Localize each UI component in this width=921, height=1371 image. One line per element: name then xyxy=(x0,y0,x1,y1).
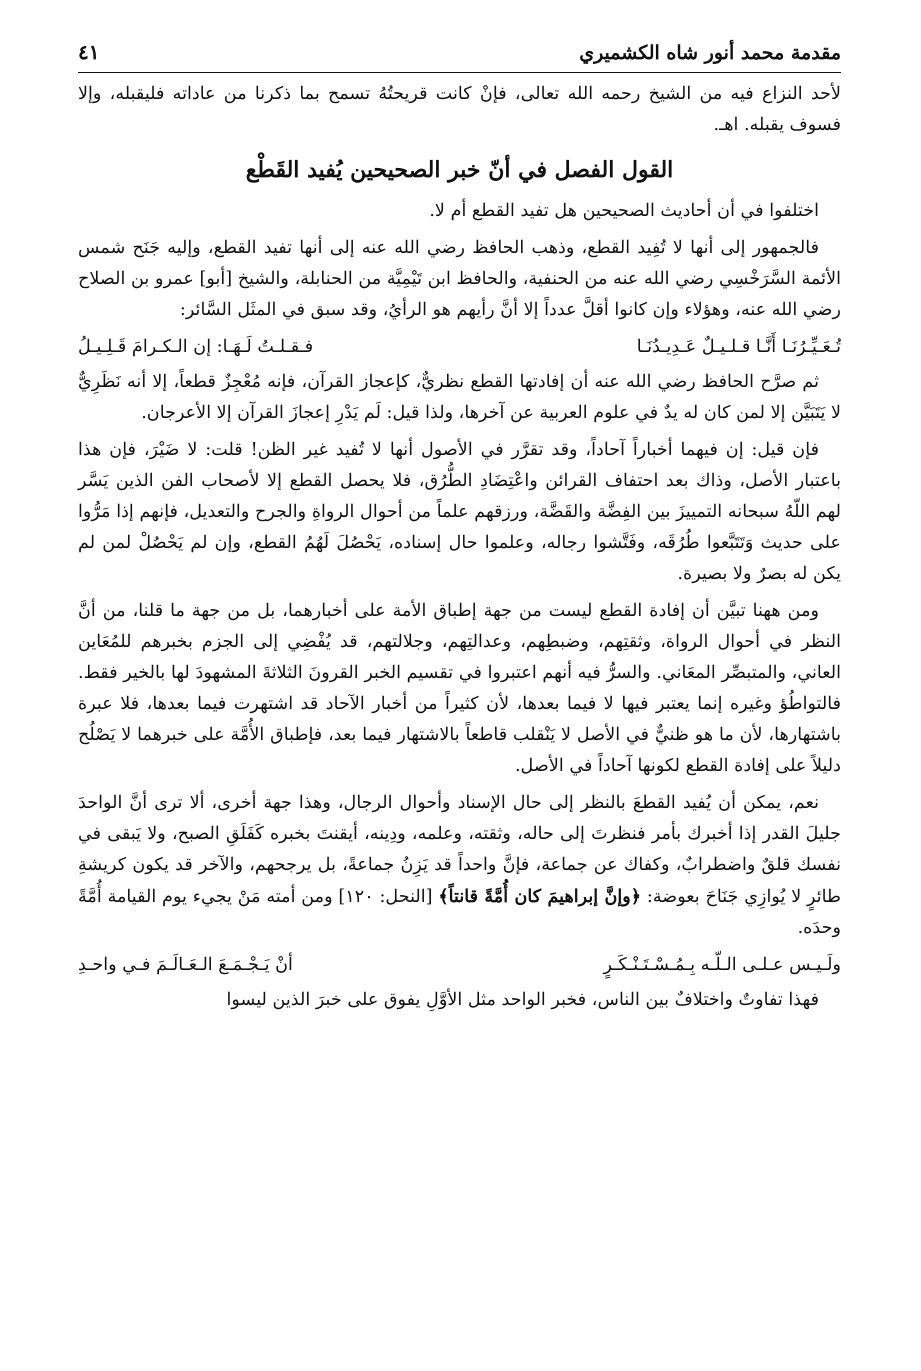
running-header xyxy=(78,40,841,73)
quran-reference: [النحل: ١٢٠] xyxy=(338,887,433,907)
page-number: ٤١ xyxy=(78,40,100,64)
verse-2-hemistich-b: أنْ يَـجْـمَـعَ الـعَـالَـمَ فـي واحـدِ xyxy=(78,955,293,975)
paragraph-6 xyxy=(78,788,841,944)
body-text xyxy=(78,79,841,1016)
verse-1 xyxy=(78,332,841,363)
paragraph-6-end: ومن أمته مَنْ يجيء يوم القيامة أُمَّةً وحدَه. xyxy=(78,887,841,938)
paragraph-4: فإن قيل: إن فيهما أخباراً آحاداً، وقد تقرَّر في الأصول أنها لا تُفيد غير الظن! قلت: لا ضَيْرَ، فإن هذا باعتبار الأصل، وذاك بعد احتفاف القرائن واعْتِضَادِ الطُّرُق، فلا يحصل القطع إلا لأصحاب الفن الذين يَسَّر لهم اللّهُ سبحانه التمييزَ بين الفِضَّة والقَضَّة، ورزقهم علماً من أحوال الرواةِ والجرح والتعديل، فإنهم إذا مَرُّوا على حديث وَتَتَبَّعوا طُرُقَه، وفَتَّشوا رجاله، وعلموا حال إسناده، يَحْصُلَ لَهُمُ القطع، وإن لم يَحْصُلْ لمن لم يكن له بصرٌ ولا بصيرة. xyxy=(78,440,841,584)
verse-2-hemistich-a: ولَـيـس عـلـى الـلّـه بِـمُـسْـتَـنْـكَـرٍ xyxy=(603,955,841,975)
paragraph-1: اختلفوا في أن أحاديث الصحيحين هل تفيد القطع أم لا. xyxy=(429,201,819,221)
paragraph-2: فالجمهور إلى أنها لا تُفِيد القطع، وذهب الحافظ رضي الله عنه إلى أنها تفيد القطع، وإليه جَنَح شمس الأئمة السَّرَخْسِي رضي الله عنه من الحنفية، والحافظ ابن تَيْمِيَّة من الحنابلة، والشيخ [أبو] عمرو بن الصلاح رضي الله عنه، وهؤلاء وإن كانوا أقلَّ عدداً إلا أنَّ رأيهم هو الرأيُ، وقد سبق في المثَل السَّائر: xyxy=(78,238,841,320)
section-heading: القول الفصل في أنّ خبر الصحيحين يُفيد القَطْع xyxy=(245,157,674,183)
intro-line-2: فليقبله، وإلا فسوف يقبله. اهـ. xyxy=(78,84,841,135)
quran-quote: ﴿وإنَّ إبراهيمَ كان أُمَّةً قانتاً﴾ xyxy=(438,886,642,907)
paragraph-5: ومن ههنا تبيَّن أن إفادة القطع ليست من جهة إطباق الأمة على أخبارهما، بل من جهة ما قلنا، من أنَّ النظر في أحوال الرواة، وثقتِهم، وضبطِهم، وعدالتِهم، وجلالتهم، قد يُفْضِي إلى الجزم بخبرهم للمُعَاين العاني، والمتبصِّر المعَاني. والسرُّ فيه أنهم اعتبروا في تقسيم الخبر القرونَ الثلاثةَ المشهودَ لها بالخير فقط. فالتواطُؤ وغيره إنما يعتبر فيها لا فيما بعدها، لأن كثيراً من أخبار الآحاد قد اشتهرت فيما بعدها، فلا عبرة باشتهارها، لأن ما هو ظنيٌّ في الأصل لا يَنْقلب قاطعاً بالاشتهار فيما بعد، فإطباق الأُمَّة على خبرهما لا يَصْلُح دليلاً على إفادة القطع لكونها آحاداً في الأصل. xyxy=(78,601,841,776)
paragraph-7: فهذا تفاوتٌ واختلافٌ بين الناس، فخبر الواحد مثل الأوَّلِ يفوق على خبرَ الذين ليسوا xyxy=(226,990,819,1010)
intro-line-1: لأحد النزاع فيه من الشيخ رحمه الله تعالى، فإنْ كانت قريحتُهُ تسمح بما ذكرنا من عاداته xyxy=(172,84,842,104)
paragraph-3: ثم صرَّح الحافظ رضي الله عنه أن إفادتها القطع نظريٌّ، كإعجاز القرآن، فإنه مُعْجِزٌ قطعاً، إلا أنه نَظَرِيٌّ لا يَتَبَيَّن إلا لمن كان له يدٌ في علوم العربية عن آخرها، ولذا قيل: لَم يَدْرِ إعجازَ القرآن إلا الأعرجان. xyxy=(78,372,841,423)
verse-1-hemistich-a: تُـعَـيِّـرُنَـا أَنَّـا قـلـيـلٌ عَـدِيـدُنَـا xyxy=(636,337,841,357)
intro-paragraph xyxy=(78,79,841,141)
verse-1-hemistich-b: فـقـلـتُ لَـهَـا: إن الـكـرامَ قَـلِـيـلُ xyxy=(78,337,314,357)
paragraph-6-main: نعم، يمكن أن يُفيد القطعَ بالنظر إلى حال الإسناد وأحوال الرجال، وهذا جهة أخرى، ألا ترى أنَّ الواحدَ جليلَ القدر إذا أخبرك بأمر فنظرتَ إلى حاله، وثقته، وعلمه، ودِينه، أيقنتَ بخبره كَفَلَقِ الصبح، ولا يَبقى في نفسك قلقٌ واضطرابٌ، وكفاك عن جماعة، فإنَّ واحداً قد يَزِنُ جماعةً، بل يرجحهم، والآخر قد يكون كريشةِ طائرٍ لا يُوازِي جَنَاحَ بعوضة: xyxy=(78,793,842,907)
header-title: مقدمة محمد أنور شاه الكشميري xyxy=(579,42,841,64)
verse-2 xyxy=(78,950,841,981)
